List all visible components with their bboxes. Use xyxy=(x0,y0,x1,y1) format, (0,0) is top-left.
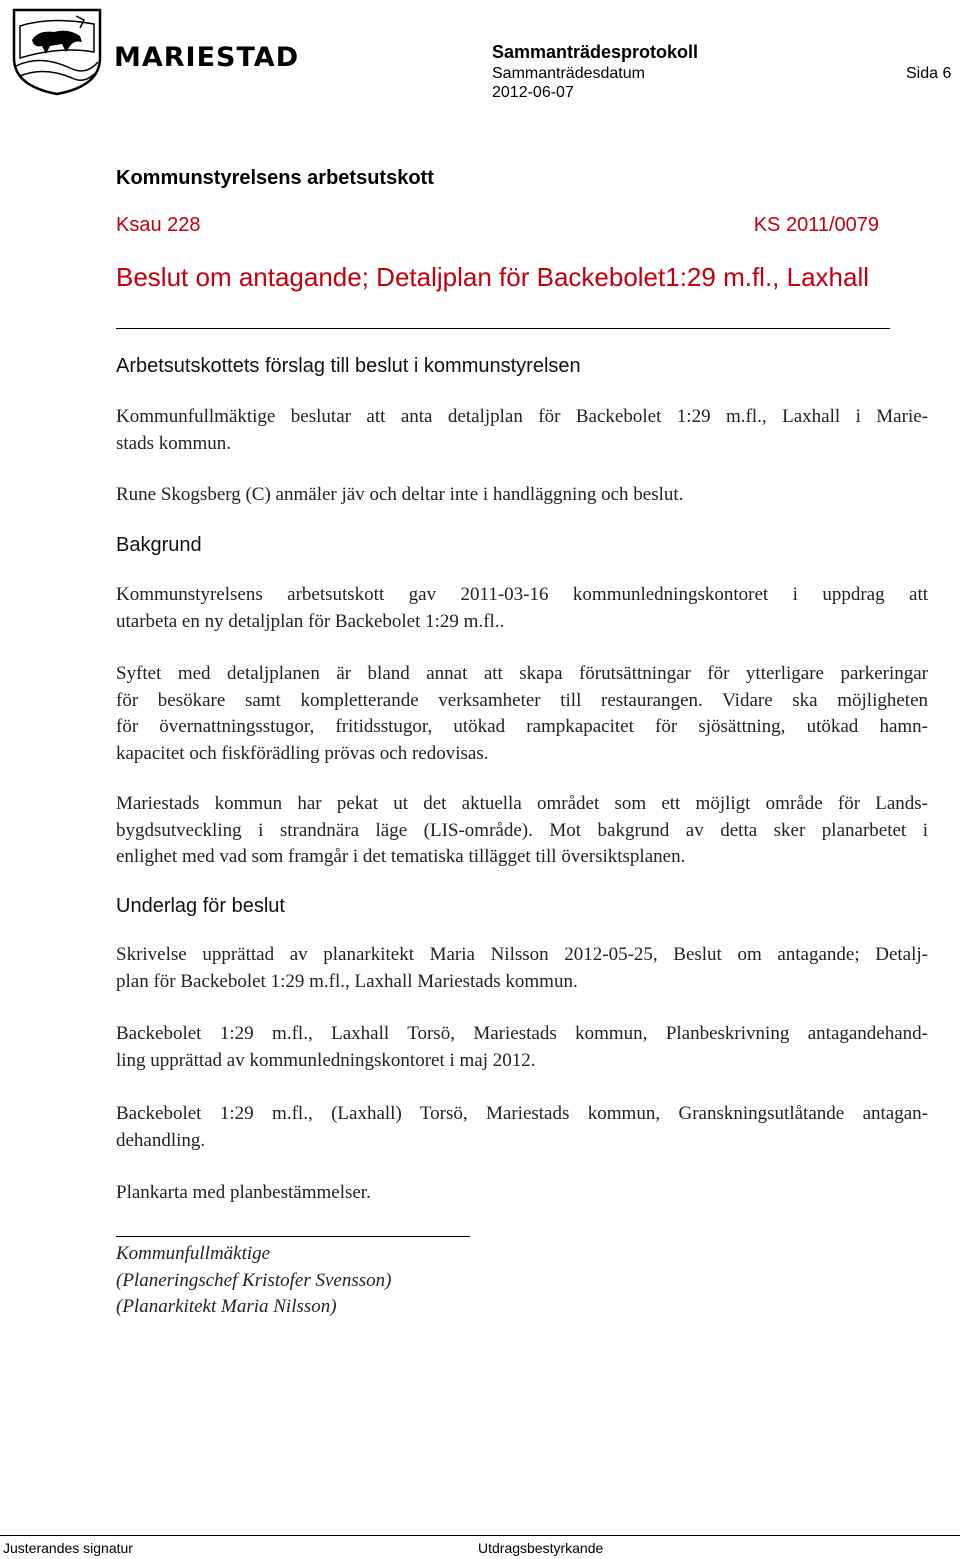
text-line: Syftet med detaljplanen är bland annat att skapa förutsättningar för ytterligare parkeringar xyxy=(116,663,928,684)
page-number: Sida 6 xyxy=(906,65,952,82)
title-divider xyxy=(116,328,890,329)
committee-name: Kommunstyrelsens arbetsutskott xyxy=(116,167,434,189)
footer-divider xyxy=(0,1535,960,1536)
background-paragraph-3 xyxy=(116,791,928,871)
text-line: Skrivelse upprättad av planarkitekt Maria Nilsson 2012-05-25, Beslut om antagande; Detalj- xyxy=(116,944,928,965)
text-line: Plankarta med planbestämmelser. xyxy=(116,1182,371,1203)
coat-of-arms-icon xyxy=(14,10,100,94)
proposal-text xyxy=(116,404,928,457)
protocol-title: Sammanträdesprotokoll xyxy=(492,42,699,62)
mariestad-logo xyxy=(10,6,300,96)
certification-field-label: Utdragsbestyrkande xyxy=(478,1540,604,1556)
text-line: Kommunstyrelsens arbetsutskott gav 2011-03-16 kommunledningskontoret i uppdrag att xyxy=(116,584,928,605)
text-line: stads kommun. xyxy=(116,432,232,454)
text-line: Kommunfullmäktige beslutar att anta detaljplan för Backebolet 1:29 m.fl., Laxhall i Marie- xyxy=(116,406,928,427)
meeting-date: 2012-06-07 xyxy=(492,84,574,101)
paragraph-ref: Ksau 228 xyxy=(116,214,201,236)
document-title: Beslut om antagande; Detaljplan för Backebolet1:29 m.fl., Laxhall xyxy=(116,262,870,292)
case-number: KS 2011/0079 xyxy=(753,214,879,236)
text-line: dehandling. xyxy=(116,1129,206,1151)
text-line: enlighet med vad som framgår i det tematiska tillägget till översiktsplanen. xyxy=(116,846,686,867)
background-paragraph-2 xyxy=(116,661,928,767)
basis-item xyxy=(116,942,928,995)
proposal-heading: Arbetsutskottets förslag till beslut i kommunstyrelsen xyxy=(116,355,581,377)
logo-wordmark: MARIESTAD xyxy=(114,42,300,73)
text-line: Backebolet 1:29 m.fl., (Laxhall) Torsö, Mariestads kommun, Granskningsutlåtande antagan- xyxy=(116,1103,928,1124)
text-line: för övernattningsstugor, fritidsstugor, utökad rampkapacitet för sjösättning, utökad hamn- xyxy=(116,716,928,737)
text-line: kapacitet och fiskförädling prövas och redovisas. xyxy=(116,742,489,764)
text-line: bygdsutveckling i strandnära läge (LIS-område). Mot bakgrund av detta sker planarbetet i xyxy=(116,819,928,841)
signature-field-label: Justerandes signatur xyxy=(3,1540,133,1556)
distribution-recipient: (Planarkitekt Maria Nilsson) xyxy=(116,1296,337,1317)
jav-statement xyxy=(116,482,928,509)
distribution-recipient: (Planeringschef Kristofer Svensson) xyxy=(116,1269,392,1291)
distribution-list xyxy=(116,1241,391,1321)
text-line: Rune Skogsberg (C) anmäler jäv och deltar inte i handläggning och beslut. xyxy=(116,484,684,505)
basis-heading: Underlag för beslut xyxy=(116,895,285,917)
text-line: plan för Backebolet 1:29 m.fl., Laxhall Mariestads kommun. xyxy=(116,970,578,992)
text-line: Backebolet 1:29 m.fl., Laxhall Torsö, Mariestads kommun, Planbeskrivning antagandehand- xyxy=(116,1023,928,1044)
background-heading: Bakgrund xyxy=(116,534,202,556)
basis-item xyxy=(116,1021,928,1074)
basis-item xyxy=(116,1101,928,1154)
text-line: Mariestads kommun har pekat ut det aktuella området som ett möjligt område för Lands- xyxy=(116,793,928,814)
background-paragraph-1 xyxy=(116,582,928,635)
meeting-date-label: Sammanträdesdatum xyxy=(492,65,645,82)
distribution-divider xyxy=(116,1236,470,1237)
text-line: för besökare samt kompletterande verksamheter till restaurangen. Vidare ska möjligheten xyxy=(116,689,928,711)
distribution-recipient: Kommunfullmäktige xyxy=(116,1243,271,1264)
text-line: ling upprättad av kommunledningskontoret i maj 2012. xyxy=(116,1049,536,1071)
text-line: utarbeta en ny detaljplan för Backebolet 1:29 m.fl.. xyxy=(116,610,505,632)
basis-item xyxy=(116,1180,928,1207)
